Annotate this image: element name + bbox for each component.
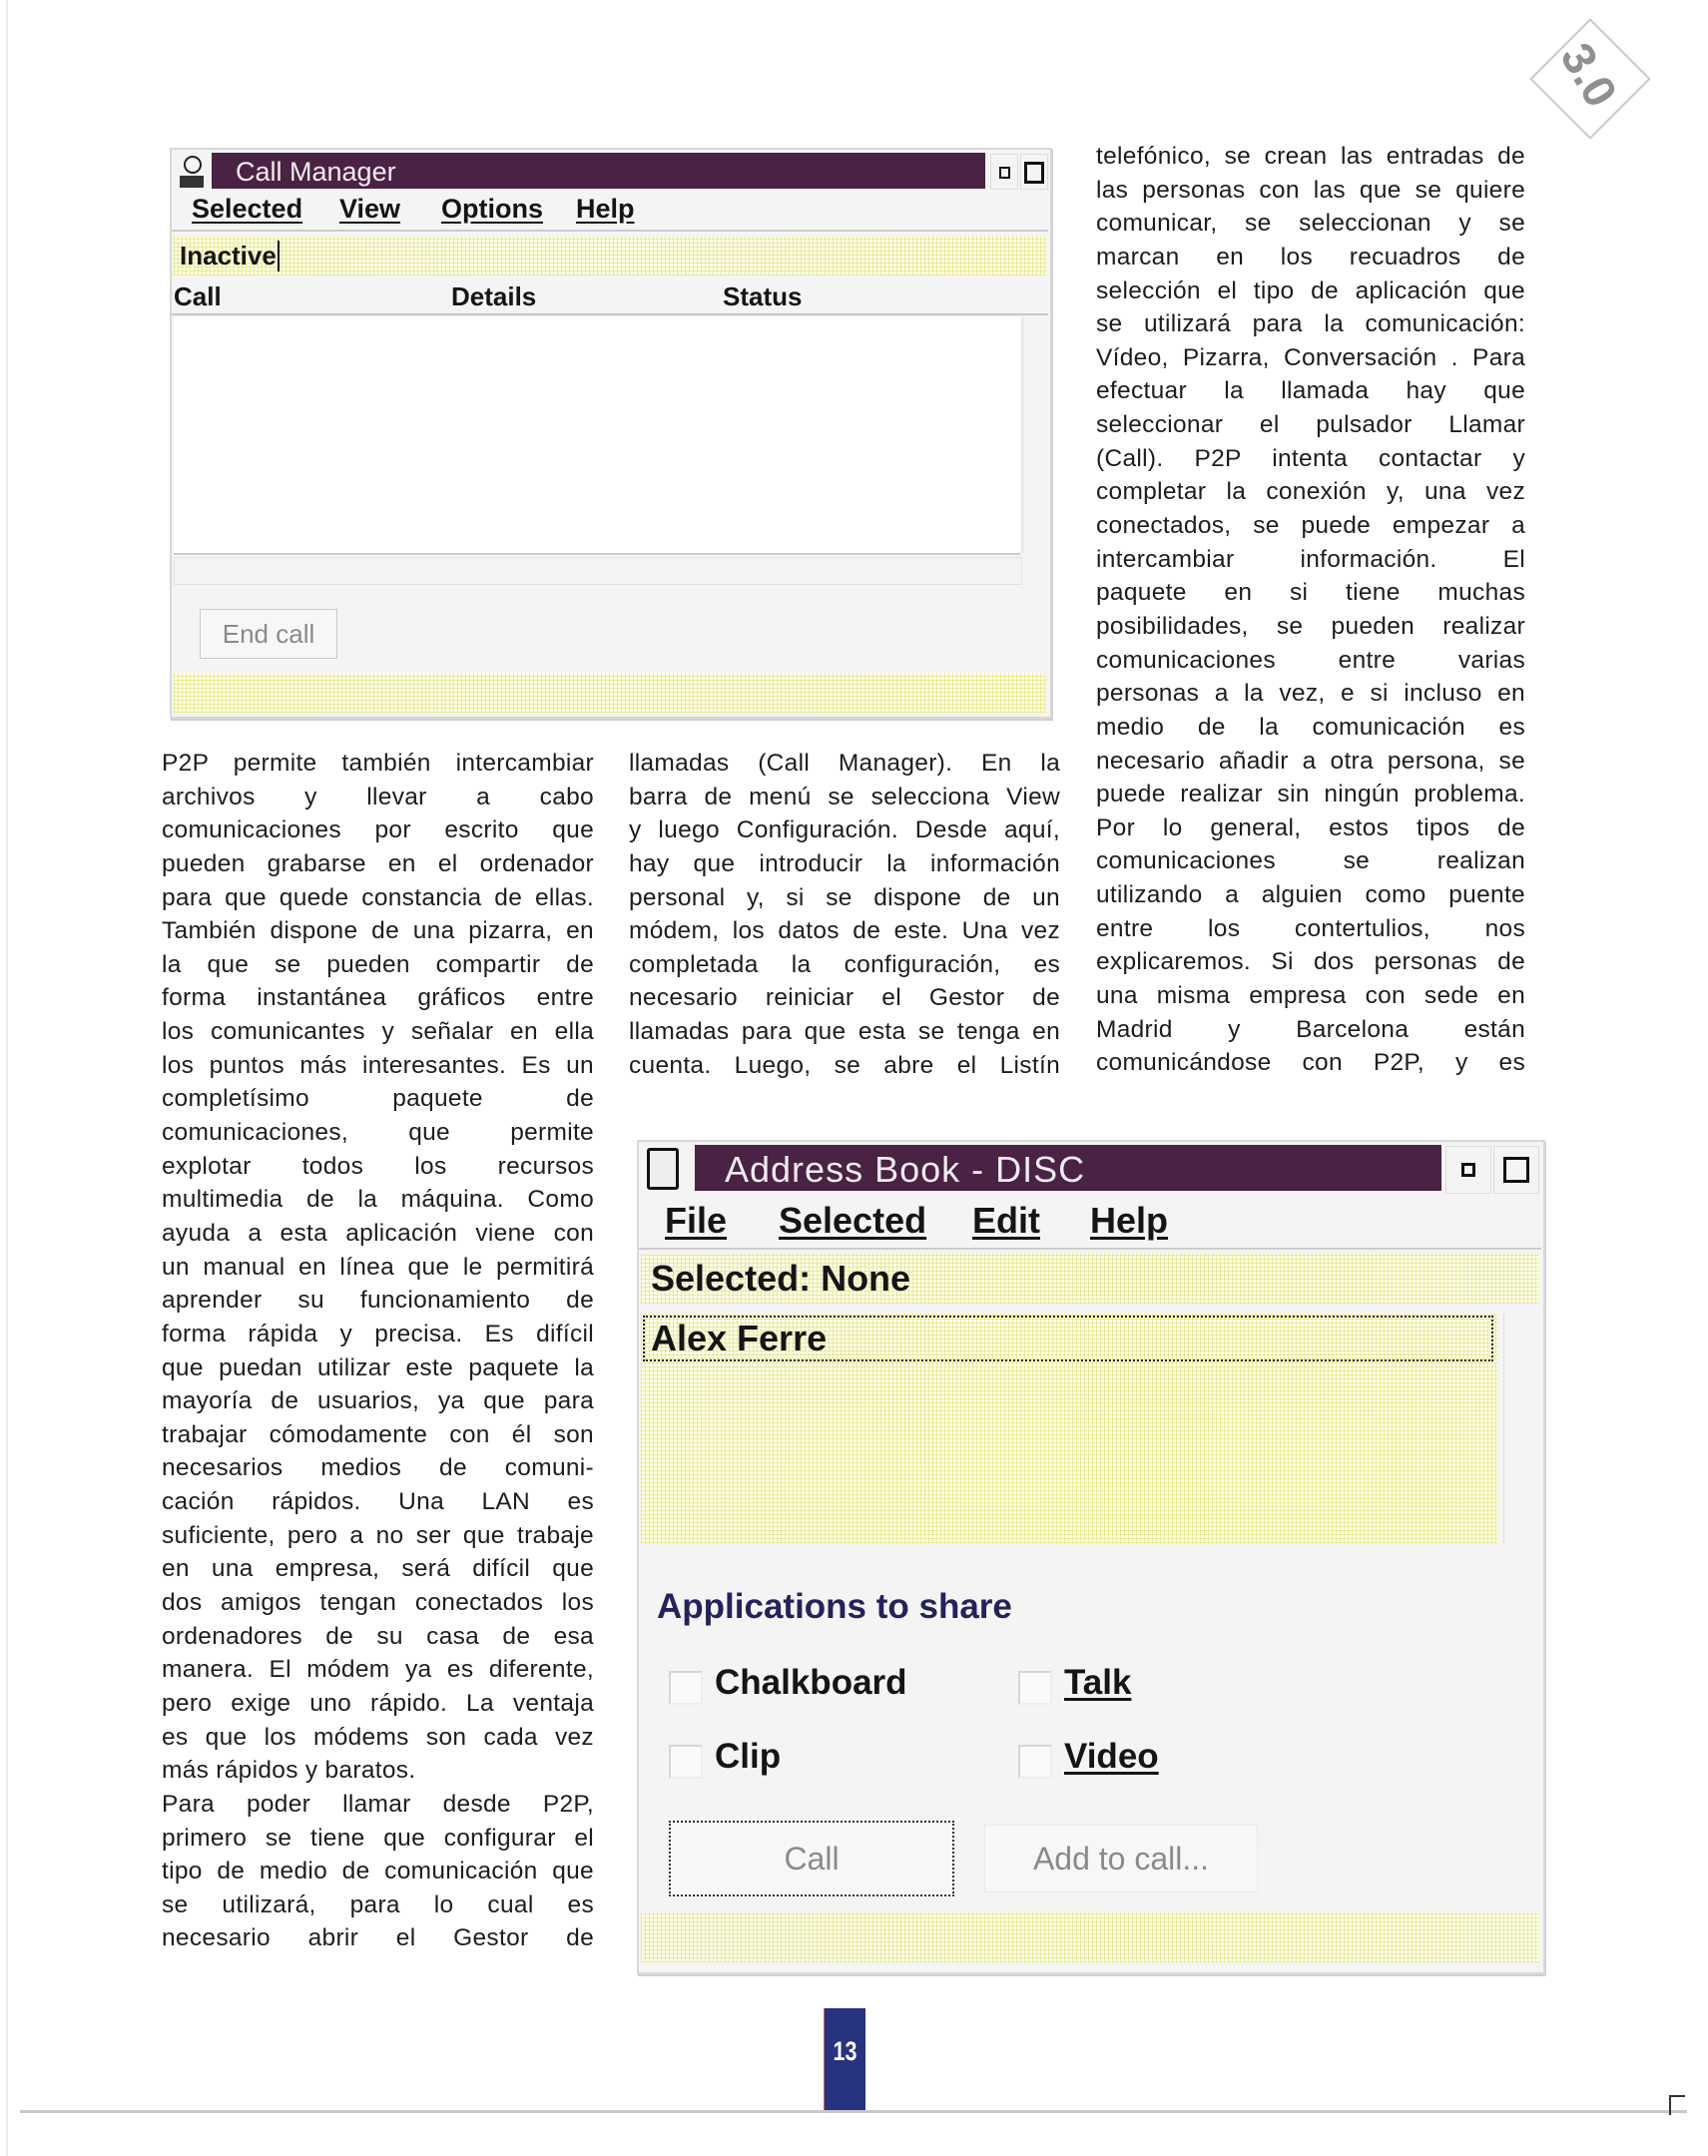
article-line: completar la conexión y, una vez xyxy=(1096,478,1525,506)
call-list-header xyxy=(172,279,1048,315)
minimize-button[interactable] xyxy=(990,154,1018,190)
article-line: explotar todos los recursos xyxy=(162,1152,594,1180)
version-badge xyxy=(1529,18,1649,138)
call-list[interactable] xyxy=(174,317,1020,555)
article-line: tipo de medio de comunicación que xyxy=(162,1858,594,1886)
article-line: aprender su funcionamiento de xyxy=(162,1287,594,1315)
call-manager-statusbar xyxy=(174,673,1046,713)
article-line: necesario reiniciar el Gestor de xyxy=(629,984,1060,1012)
article-line: una misma empresa con sede en xyxy=(1096,982,1525,1010)
article-line: conectados, se puede empezar a xyxy=(1096,512,1525,540)
call-manager-titlebar[interactable] xyxy=(212,153,985,189)
article-line: en una empresa, será difícil que xyxy=(162,1555,594,1583)
menu-file[interactable]: File xyxy=(665,1200,728,1241)
article-line: módem, los datos de este. Una vez xyxy=(629,917,1060,945)
address-book-statusbar xyxy=(641,1912,1539,1962)
minimize-button[interactable] xyxy=(1445,1146,1491,1194)
article-line: seleccionar el pulsador Llamar xyxy=(1096,411,1525,439)
article-right-column xyxy=(1096,140,1525,1080)
article-line: comunicar, se seleccionan y se xyxy=(1096,210,1525,238)
article-line: un manual en línea que le permitirá xyxy=(162,1253,594,1281)
article-line: selección el tipo de aplicación que xyxy=(1096,276,1525,304)
article-line: es que los módems son cada vez xyxy=(162,1723,594,1751)
address-book-window: Address Book - DISC File Selected Edit Help Selected: None Alex Ferre Applications to share Chalkboard Talk Clip Video Call Add to call... xyxy=(637,1140,1545,1974)
article-line: multimedia de la máquina. Como xyxy=(162,1186,594,1214)
article-line: para que quede constancia de ellas. xyxy=(162,883,594,911)
article-line: necesario añadir a otra persona, se xyxy=(1096,747,1525,775)
call-manager-title: Call Manager xyxy=(236,157,396,187)
article-line: se utilizará para la comunicación: xyxy=(1096,310,1525,338)
version-badge-label: 3.0 xyxy=(1550,34,1628,116)
article-line: barra de menú se selecciona View xyxy=(629,783,1060,810)
menu-selected[interactable]: Selected xyxy=(192,194,303,224)
checkbox-box[interactable] xyxy=(669,1671,703,1705)
article-line: personal y, si se dispone de un xyxy=(629,883,1060,911)
maximize-button[interactable] xyxy=(1493,1146,1539,1194)
menu-selected[interactable]: Selected xyxy=(779,1200,927,1241)
article-line: Madrid y Barcelona están xyxy=(1096,1015,1525,1043)
article-line: explicaremos. Si dos personas de xyxy=(1096,948,1525,976)
article-line: P2P permite también intercambiar xyxy=(162,750,594,777)
article-line: que puedan utilizar este paquete la xyxy=(162,1353,594,1381)
address-book-menubar xyxy=(639,1196,1541,1250)
article-line: personas a la vez, e si incluso en xyxy=(1096,680,1525,708)
article-line: paquete en si tiene muchas xyxy=(1096,579,1525,607)
address-list-scrollbar[interactable] xyxy=(1503,1314,1538,1543)
article-line: y luego Configuración. Desde aquí, xyxy=(629,816,1060,844)
article-line: los comunicantes y señalar en ella xyxy=(162,1018,594,1046)
article-line: hay que introducir la información xyxy=(629,849,1060,877)
column-call[interactable]: Call xyxy=(174,281,222,311)
checkbox-box[interactable] xyxy=(1018,1745,1052,1779)
article-line: efectuar la llamada hay que xyxy=(1096,377,1525,405)
article-line: posibilidades, se pueden realizar xyxy=(1096,612,1525,640)
checkbox-box[interactable] xyxy=(1018,1671,1052,1705)
article-line: más rápidos y baratos. xyxy=(162,1757,416,1785)
article-line: puede realizar sin ningún problema. xyxy=(1096,781,1525,808)
article-line: telefónico, se crean las entradas de xyxy=(1096,143,1525,170)
article-line: se utilizará, para lo cual es xyxy=(162,1890,594,1918)
article-line: Vídeo, Pizarra, Conversación . Para xyxy=(1096,343,1525,371)
footer-rule xyxy=(20,2110,1687,2113)
menu-help[interactable]: Help xyxy=(576,194,635,224)
address-list[interactable] xyxy=(641,1314,1497,1543)
article-line: comunicaciones por escrito que xyxy=(162,816,594,844)
page-number: 13 xyxy=(833,2036,857,2066)
article-line: completada la configuración, es xyxy=(629,950,1060,978)
page-number-tab xyxy=(824,2008,865,2111)
article-middle-column xyxy=(629,747,1060,1082)
menu-help[interactable]: Help xyxy=(1090,1200,1169,1241)
article-line: las personas con las que se quiere xyxy=(1096,176,1525,204)
call-manager-icon xyxy=(180,156,206,188)
column-details[interactable]: Details xyxy=(451,281,537,311)
article-line: forma instantánea gráficos entre xyxy=(162,984,594,1012)
article-line: trabajar cómodamente con él son xyxy=(162,1420,594,1448)
article-line: cación rápidos. Una LAN es xyxy=(162,1488,594,1516)
corner-mark xyxy=(1669,2095,1685,2115)
article-line: medio de la comunicación es xyxy=(1096,713,1525,741)
menu-options[interactable]: Options xyxy=(441,194,543,224)
vertical-scrollbar[interactable] xyxy=(1022,317,1047,553)
article-line: pueden grabarse en el ordenador xyxy=(162,849,594,877)
article-line: primero se tiene que configurar el xyxy=(162,1824,594,1852)
article-line: También dispone de una pizarra, en xyxy=(162,917,594,945)
article-line: ordenadores de su casa de esa xyxy=(162,1622,594,1650)
article-line: necesario abrir el Gestor de xyxy=(162,1924,594,1952)
article-line: marcan en los recuadros de xyxy=(1096,243,1525,270)
call-manager-window xyxy=(170,148,1052,719)
menu-view[interactable]: View xyxy=(339,194,401,224)
horizontal-scrollbar[interactable] xyxy=(174,557,1022,585)
article-line: completísimo paquete de xyxy=(162,1085,594,1113)
address-list-item[interactable]: Alex Ferre xyxy=(643,1316,1493,1361)
article-line: Por lo general, estos tipos de xyxy=(1096,813,1525,841)
article-line: comunicándose con P2P, y es xyxy=(1096,1049,1525,1077)
article-line: cuenta. Luego, se abre el Listín xyxy=(629,1051,1060,1079)
address-book-titlebar[interactable] xyxy=(695,1145,1441,1191)
article-left-column xyxy=(162,747,594,1955)
article-line: utilizando a alguien como puente xyxy=(1096,881,1525,909)
article-line: ayuda a esta aplicación viene con xyxy=(162,1219,594,1247)
article-line: necesarios medios de comuni- xyxy=(162,1454,594,1482)
article-line: la que se pueden compartir de xyxy=(162,950,594,978)
article-line: (Call). P2P intenta contactar y xyxy=(1096,444,1525,472)
call-status-field[interactable]: Inactive xyxy=(174,236,1046,275)
address-book-title: Address Book - DISC xyxy=(725,1149,1086,1190)
article-line: comunicaciones se realizan xyxy=(1096,847,1525,875)
article-line: Para poder llamar desde P2P, xyxy=(162,1790,594,1818)
article-line: dos amigos tengan conectados los xyxy=(162,1589,594,1617)
checkbox-box[interactable] xyxy=(669,1745,703,1779)
maximize-button[interactable] xyxy=(1020,154,1048,190)
article-line: llamadas (Call Manager). En la xyxy=(629,750,1060,777)
add-to-call-button[interactable]: Add to call... xyxy=(984,1825,1258,1892)
article-line: suficiente, pero a no ser que trabaje xyxy=(162,1521,594,1549)
article-line: pero exige uno rápido. La ventaja xyxy=(162,1689,594,1717)
article-line: comunicaciones, que permite xyxy=(162,1119,594,1147)
page-edge xyxy=(6,0,8,2156)
article-line: archivos y llevar a cabo xyxy=(162,783,594,810)
call-button[interactable]: Call xyxy=(669,1821,954,1896)
apps-heading: Applications to share xyxy=(657,1587,1012,1626)
column-status[interactable]: Status xyxy=(723,281,803,311)
article-line: intercambiar información. El xyxy=(1096,545,1525,573)
article-line: llamadas para que esta se tenga en xyxy=(629,1018,1060,1046)
article-line: mayoría de usuarios, ya que para xyxy=(162,1387,594,1415)
end-call-button[interactable]: End call xyxy=(200,609,337,659)
article-line: manera. El módem ya es diferente, xyxy=(162,1656,594,1684)
article-line: entre los contertulios, nos xyxy=(1096,914,1525,942)
address-book-icon xyxy=(647,1148,679,1190)
selected-field: Selected: None xyxy=(641,1254,1539,1304)
article-line: forma rápida y precisa. Es difícil xyxy=(162,1320,594,1348)
article-line: los puntos más interesantes. Es un xyxy=(162,1051,594,1079)
call-manager-menubar xyxy=(172,192,1048,232)
menu-edit[interactable]: Edit xyxy=(972,1200,1040,1241)
article-line: comunicaciones entre varias xyxy=(1096,646,1525,674)
